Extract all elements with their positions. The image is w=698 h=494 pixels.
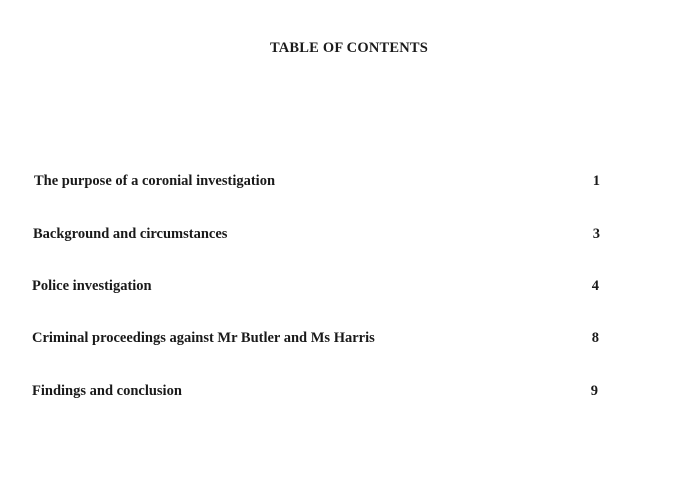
toc-entry-purpose [34,173,600,193]
toc-title: TABLE OF CONTENTS [269,40,429,56]
toc-entry-label: The purpose of a coronial investigation [34,173,276,189]
toc-entry-label: Background and circumstances [33,226,228,242]
toc-entry-label: Criminal proceedings against Mr Butler and Ms Harris [32,330,375,346]
toc-entry-page-number: 1 [592,173,600,189]
toc-entry-police-investigation [32,278,599,298]
toc-entry-label: Police investigation [32,278,152,294]
toc-entry-page-number: 8 [591,330,599,346]
toc-entry-page-number: 3 [592,226,600,242]
toc-entry-findings [32,383,598,403]
toc-entry-label: Findings and conclusion [32,383,182,399]
toc-entry-background [33,226,600,246]
toc-entry-criminal-proceedings [32,330,599,350]
toc-entry-page-number: 4 [591,278,599,294]
toc-entry-page-number: 9 [590,383,598,399]
